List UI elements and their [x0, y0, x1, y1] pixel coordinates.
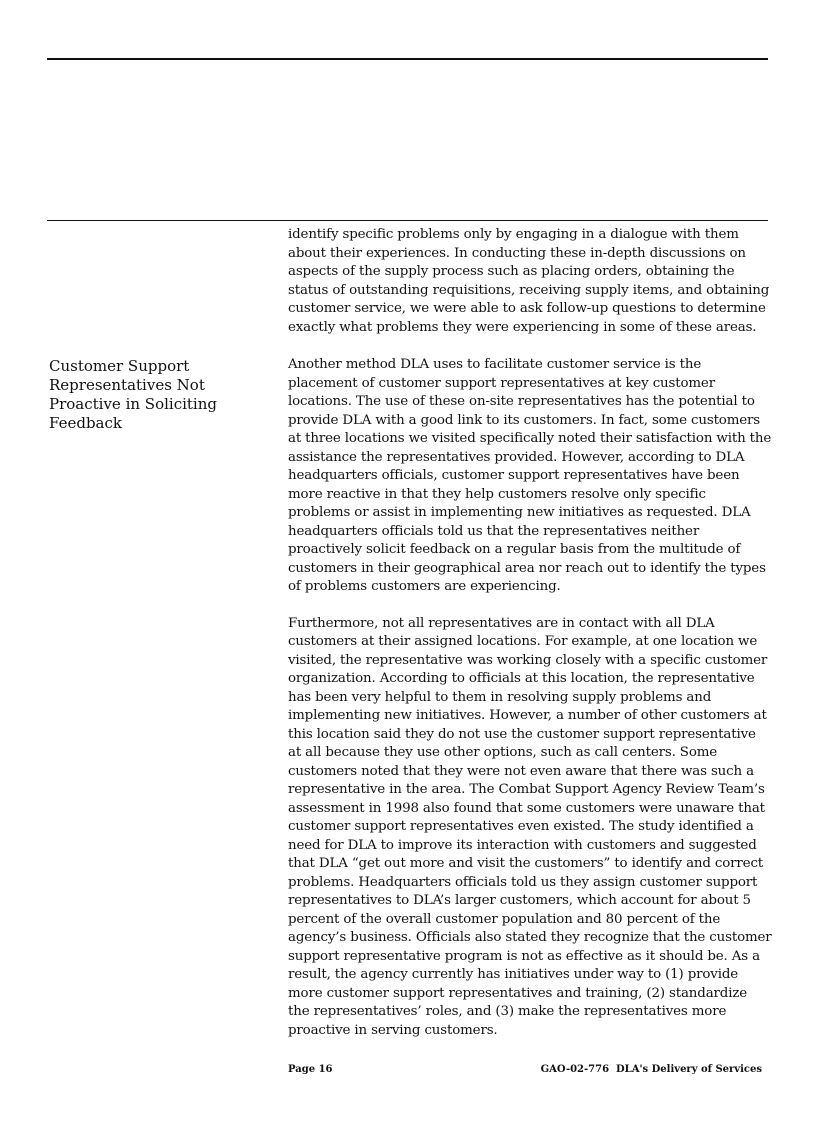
- side-heading: Customer Support Representatives Not Proactive in Soliciting Feedback: [49, 357, 217, 432]
- page-number: Page 16: [288, 1064, 333, 1075]
- body-paragraph-3: Furthermore, not all representatives are in contact with all DLA customers at their assigned locations. For example, at one location we visited, the representative was working closely with a specific customer organization. According to officials at this location, the representative has been very helpful to them in resolving supply problems and implementing new initiatives. However, a number of other customers at this location said they do not use the customer support representative at all because they use other options, such as call centers. Some customers noted that they were not even aware that there was such a representative in the area. The Combat Support Agency Review Team’s assessment in 1998 also found that some customers were unaware that customer support representatives even existed. The study identified a need for DLA to improve its interaction with customers and suggested that DLA “get out more and visit the customers” to identify and correct problems. Headquarters officials told us they assign customer support representatives to DLA’s larger customers, which account for about 5 percent of the overall customer population and 80 percent of the agency’s business. Officials also stated they recognize that the customer support representative program is not as effective as it should be. As a result, the agency currently has initiatives under way to (1) provide more customer support representatives and training, (2) standardize the representatives’ roles, and (3) make the representatives more proactive in serving customers.: [288, 615, 772, 1038]
- section-rule: [47, 220, 768, 221]
- body-paragraph-1: identify specific problems only by engaging in a dialogue with them about their experiences. In conducting these in-depth discussions on aspects of the supply process such as placing orders, obtaining the status of outstanding requisitions, receiving supply items, and obtaining customer service, we were able to ask follow-up questions to determine exactly what problems they were experiencing in some of these areas.: [288, 227, 770, 335]
- body-text-column: [288, 226, 772, 1040]
- report-title: GAO-02-776 DLA's Delivery of Services: [540, 1064, 762, 1075]
- top-rule: [47, 58, 768, 60]
- body-paragraph-2: Another method DLA uses to facilitate customer service is the placement of customer support representatives at key customer locations. The use of these on-site representatives has the potential to provide DLA with a good link to its customers. In fact, some customers at three locations we visited specifically noted their satisfaction with the assistance the representatives provided. However, according to DLA headquarters officials, customer support representatives have been more reactive in that they help customers resolve only specific problems or assist in implementing new initiatives as requested. DLA headquarters officials told us that the representatives neither proactively solicit feedback on a regular basis from the multitude of customers in their geographical area nor reach out to identify the types of problems customers are experiencing.: [288, 357, 772, 594]
